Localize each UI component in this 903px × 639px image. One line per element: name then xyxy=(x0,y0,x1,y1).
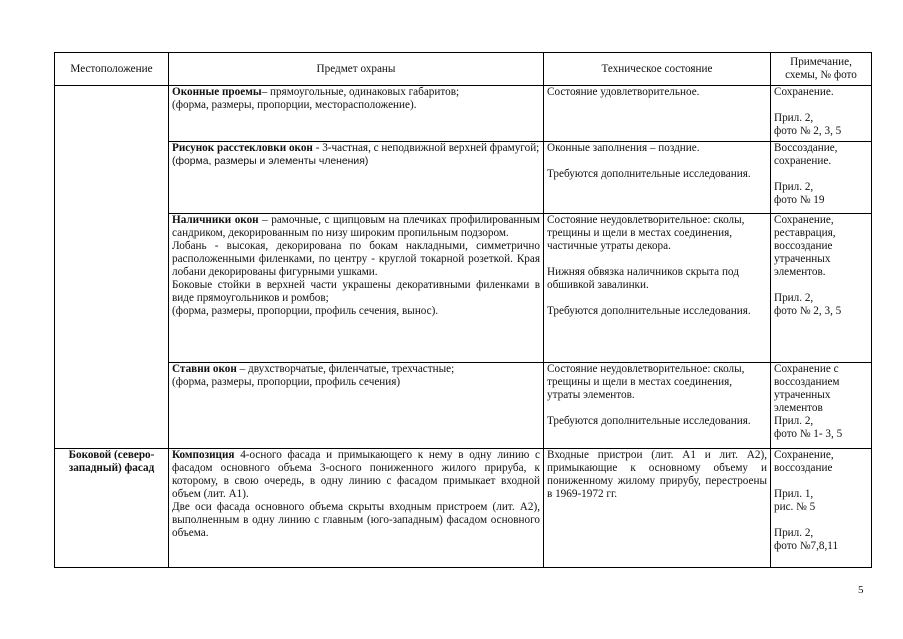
condition-text: Требуются дополнительные исследования. xyxy=(547,168,751,180)
subject-cell xyxy=(169,363,544,449)
note-ref: Прил. 1, xyxy=(774,488,814,500)
note-photo: фото № 1- 3, 5 xyxy=(774,428,843,440)
subject-cell xyxy=(169,142,544,214)
condition-cell xyxy=(544,214,771,363)
condition-text: Требуются дополнительные исследования. xyxy=(547,305,751,317)
condition-text: Требуются дополнительные исследования. xyxy=(547,415,751,427)
note-action: Воссоздание, сохранение. xyxy=(774,142,838,167)
subject-title: Ставни окон xyxy=(172,363,237,375)
note-cell xyxy=(771,214,872,363)
protection-table xyxy=(54,52,872,568)
page-number: 5 xyxy=(858,584,864,596)
note-ref: Прил. 2, xyxy=(774,292,814,304)
note-photo: фото № 2, 3, 5 xyxy=(774,305,842,317)
subject-text: - 3-частная, с неподвижной верхней фрамугой; xyxy=(315,142,540,154)
header-condition: Техническое состояние xyxy=(544,53,771,86)
subject-extra: (форма, размеры, пропорции, профиль сечения, вынос). xyxy=(172,305,439,317)
table-header-row xyxy=(55,53,872,86)
subject-extra: (форма, размеры и элементы членения) xyxy=(172,156,369,167)
note-ref: Прил. 2, xyxy=(774,527,814,539)
note-figure: рис. № 5 xyxy=(774,501,816,513)
subject-paragraph: Лобань - высокая, декорирована по бокам накладными, симметрично расположенными филенками, по центру - круглой токарной розеткой. Края лобани декорированы фигурными ушками. xyxy=(172,240,540,278)
subject-text: 4-осного фасада и примыкающего к нему в одну линию с фасадом основного объема 3-осного пониженного жилого прируба, к которому, в свою очередь, в одну линию с фасадом примыкает входной объем (лит. А1). xyxy=(172,449,541,500)
condition-cell xyxy=(544,142,771,214)
note-photo: фото №7,8,11 xyxy=(774,540,839,552)
note-action: Сохранение. xyxy=(774,86,834,98)
subject-cell xyxy=(169,214,544,363)
subject-paragraph: Две оси фасада основного объема скрыты входным пристроем (лит. А2), выполненным в одну линию с главным (юго-западным) фасадом основного объема. xyxy=(172,501,540,539)
subject-text: – двухстворчатые, филенчатые, трехчастные; xyxy=(239,363,455,375)
subject-cell xyxy=(169,86,544,142)
note-cell xyxy=(771,142,872,214)
condition-text: Состояние удовлетворительное. xyxy=(547,86,700,98)
subject-title: Наличники окон xyxy=(172,214,259,226)
subject-title: Рисунок расстекловки окон xyxy=(172,142,313,154)
condition-text: Нижняя обвязка наличников скрыта под обшивкой завалинки. xyxy=(547,266,739,291)
note-ref: Прил. 2, xyxy=(774,181,814,193)
condition-text: Входные пристрои (лит. А1 и лит. А2), примыкающие к основному объему и пониженному жилому прирубу, перестроены в 1969-1972 гг. xyxy=(547,449,767,500)
subject-paragraph: Боковые стойки в верхней части украшены декоративными филенками в виде прямоугольников и ромбов; xyxy=(172,279,540,304)
subject-title: Композиция xyxy=(172,449,235,461)
note-cell xyxy=(771,363,872,449)
subject-extra: (форма, размеры, пропорции, профиль сечения) xyxy=(172,376,401,388)
subject-text: – прямоугольные, одинаковых габаритов; xyxy=(261,86,460,98)
note-photo: фото № 2, 3, 5 xyxy=(774,125,842,137)
note-action: Сохранение, воссоздание xyxy=(774,449,834,474)
subject-text: – рамочные, с щипцовым на плечиках профилированным сандриком, декорированным по низу широким пропильным подзором. xyxy=(172,214,540,239)
table-row xyxy=(55,86,872,142)
table-row xyxy=(55,363,872,449)
note-action: Сохранение с воссозданием утраченных элементов xyxy=(774,363,840,414)
condition-text: Состояние неудовлетворительное: сколы, трещины и щели в местах соединения, утраты элементов. xyxy=(547,363,745,401)
header-subject: Предмет охраны xyxy=(169,53,544,86)
table-row xyxy=(55,449,872,568)
table-row xyxy=(55,142,872,214)
note-action: Сохранение, реставрация, воссоздание утраченных элементов. xyxy=(774,214,836,278)
location-cell xyxy=(55,86,169,449)
condition-cell xyxy=(544,86,771,142)
note-cell xyxy=(771,86,872,142)
subject-title: Оконные проемы xyxy=(172,86,262,98)
condition-text: Состояние неудовлетворительное: сколы, трещины и щели в местах соединения, частичные утраты декора. xyxy=(547,214,745,252)
subject-extra: (форма, размеры, пропорции, месторасположение). xyxy=(172,99,417,111)
header-note: Примечание, схемы, № фото xyxy=(771,53,872,86)
note-photo: фото № 19 xyxy=(774,194,825,206)
condition-cell xyxy=(544,449,771,568)
note-cell xyxy=(771,449,872,568)
note-ref: Прил. 2, xyxy=(774,112,814,124)
note-ref: Прил. 2, xyxy=(774,415,814,427)
location-cell: Боковой (северо-западный) фасад xyxy=(55,449,169,568)
header-location: Местоположение xyxy=(55,53,169,86)
condition-text: Оконные заполнения – поздние. xyxy=(547,142,700,154)
table-row xyxy=(55,214,872,363)
condition-cell xyxy=(544,363,771,449)
subject-cell xyxy=(169,449,544,568)
